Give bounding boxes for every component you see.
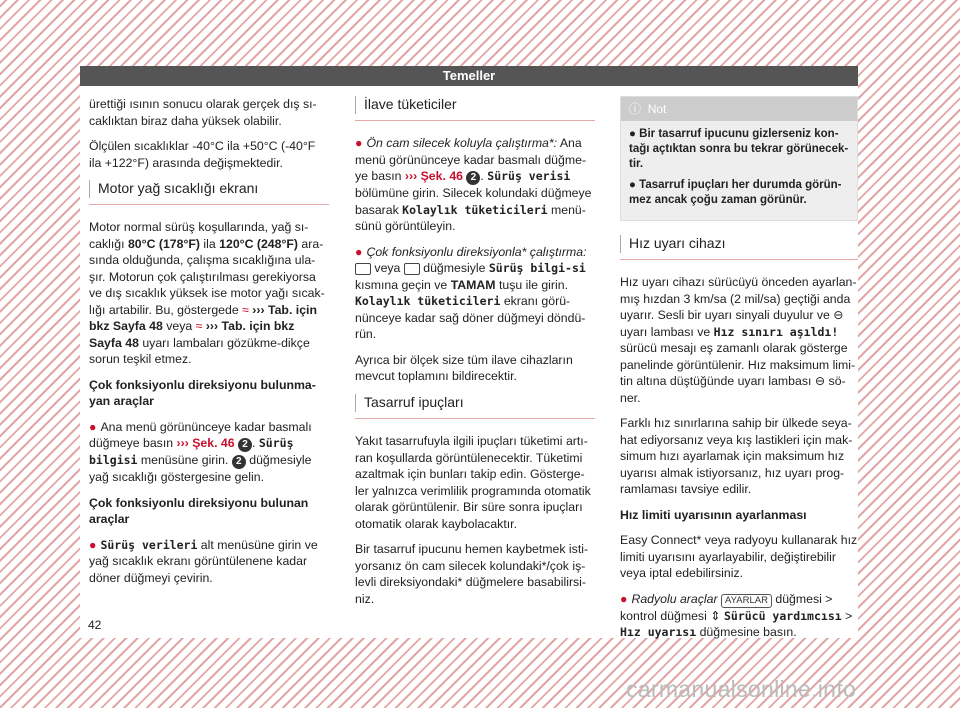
info-icon: ⓘ: [629, 102, 642, 116]
up-down-arrows-icon: ⇕: [710, 608, 721, 623]
note-bullet: ● Tasarruf ipuçları her durumda görün-mez ancak çoğu zaman görünür.: [629, 179, 842, 206]
column-right: [620, 96, 858, 650]
table-link[interactable]: ››› Tab. için bkz Sayfa 48: [89, 319, 295, 350]
note-bullet: ● Bir tasarruf ipucunu gizlerseniz kon-tağı açtıktan sonra bu tekrar görünecek-tir.: [629, 128, 849, 170]
section-heading: İlave tüketiciler: [355, 96, 595, 121]
callout-number: 2: [238, 438, 252, 452]
bullet-item: ● Ana menü görününceye kadar basmalı düğmeye basın ››› Şek. 46 2 . Sürüş bilgisi menüsüne girin. 2 düğmesiyle yağ sıcaklığı göstergesine gelin.: [89, 419, 312, 485]
bullet-item: ● Radyolu araçlar AYARLAR düğmesi > kontrol düğmesi ⇕ Sürücü yardımcısı > Hız uyarısı düğmesine basın.: [620, 591, 853, 640]
bullet-item: ● Çok fonksiyonlu direksiyonla* çalıştırma: veya düğmesiyle Sürüş bilgi-si kısmına geçin ve TAMAM tuşu ile girin. Kolaylık tüketicileri ekranı görü-nünceye kadar sağ döner düğmeyi döndü-rün.: [355, 244, 587, 342]
section-heading: Hız uyarı cihazı: [620, 235, 858, 260]
callout-number: 2: [466, 171, 480, 185]
paragraph: Farklı hız sınırlarına sahip bir ülkede seya-hat ediyorsanız veya kış lastikleri için mak-simum hızı ayarlamak için maksimum hız uyarısı almak istiyorsanız, hız uyarı prog-ramlaması tavsiye edilir.: [620, 416, 853, 497]
paragraph: Motor normal sürüş koşullarında, yağ sı-caklığı 80°C (178°F) ila 120°C (248°F) ara-sında olduğunda, çalışma sıcaklığına ula-şır. Motorun çok çalıştırılması gerekiyorsa ve dış sıcaklık yüksek ise motor yağı sıcak-lığı artabilir. Bu, göstergede ≈ ››› Tab. için bkz Sayfa 48 veya ≈ ››› Tab. için bkz Sayfa 48 uyarı lambaları gözükme-dikçe sorun teşkil etmez.: [89, 220, 325, 367]
settings-key: AYARLAR: [721, 594, 772, 608]
paragraph: Easy Connect* veya radyoyu kullanarak hız limiti uyarısını ayarlayabilir, değiştirebilir veya iptal edebilirsiniz.: [620, 533, 858, 581]
section-heading: Motor yağ sıcaklığı ekranı: [89, 180, 329, 205]
subheading: Çok fonksiyonlu direksiyonu bulunan araçlar: [89, 495, 309, 527]
figure-link[interactable]: ››› Şek. 46: [404, 169, 463, 184]
note-header: ⓘ Not: [621, 97, 857, 121]
manual-page: [80, 66, 858, 638]
paragraph: Ayrıca bir ölçek size tüm ilave cihazların mevcut toplamını bildirecektir.: [355, 352, 573, 384]
paragraph: Hız uyarı cihazı sürücüyü önceden ayarlan-mış hızdan 3 km/sa (2 mil/sa) geçtiği anda uyarır. Sesli bir uyarı sinyali duyulur ve ⊖ uyarı lambası ve Hız sınırı aşıldı! sürücü mesajı eş zamanlı olarak gösterge panelinde görüntülenir. Hız maksimum limi-tin altına düştüğünde uyarı lambası ⊖ sö-ner.: [620, 275, 857, 405]
table-link[interactable]: ››› Tab. için bkz Sayfa 48: [89, 302, 317, 334]
paragraph: Yakıt tasarrufuyla ilgili ipuçları tüketimi artı-ran koşullarda görüntülenecektir. Tüketimi azaltmak için bunları takip edin. Gösterge-ler yalnızca verimlilik programında otomatik olarak görüntülenir. Bir süre sonra ipuçları otomatik olarak kaybolacaktır.: [355, 434, 591, 531]
page-header: Temeller: [80, 66, 858, 86]
paragraph: ürettiği ısının sonucu olarak gerçek dış sı-caklıktan biraz daha yüksek olabilir.: [89, 97, 317, 128]
scroll-forward-button-icon: [404, 263, 420, 275]
column-middle: [355, 96, 595, 616]
column-left: [89, 96, 329, 595]
callout-number: 2: [232, 455, 246, 469]
figure-link[interactable]: ››› Şek. 46: [176, 436, 235, 451]
subheading: Hız limiti uyarısının ayarlanması: [620, 507, 807, 522]
bullet-item: ● Sürüş verileri alt menüsüne girin ve yağ sıcaklık ekranı görüntülenene kadar döner düğmeyi çevirin.: [89, 537, 318, 585]
speed-warning-icon: ⊖: [833, 308, 844, 323]
watermark: carmanualsonline.info: [626, 676, 857, 702]
speed-warning-icon: ⊖: [814, 374, 826, 389]
oil-warning-icon: ≈: [195, 319, 203, 334]
section-heading: Tasarruf ipuçları: [355, 394, 595, 419]
bullet-item: ● Ön cam silecek koluyla çalıştırma*: Ana menü görününceye kadar basmalı düğme-ye basın ››› Şek. 46 2 . Sürüş verisi bölümüne girin. Silecek kolundaki düğmeye basarak Kolaylık tüketicileri menü-sünü görüntüleyin.: [355, 136, 592, 234]
oil-warning-icon: ≈: [242, 302, 249, 317]
note-box: [620, 96, 858, 221]
paragraph: Bir tasarruf ipucunu hemen kaybetmek isti-yorsanız ön cam silecek kolundaki*/çok iş-levli direksiyondaki* düğmelere basabilirsi-niz.: [355, 542, 589, 606]
paragraph: Ölçülen sıcaklıklar -40°C ila +50°C (-40°F ila +122°F) arasında değişmektedir.: [89, 139, 316, 170]
scroll-back-button-icon: [355, 263, 371, 275]
subheading: Çok fonksiyonlu direksiyonu bulunma-yan araçlar: [89, 377, 316, 409]
page-number: 42: [88, 618, 102, 632]
